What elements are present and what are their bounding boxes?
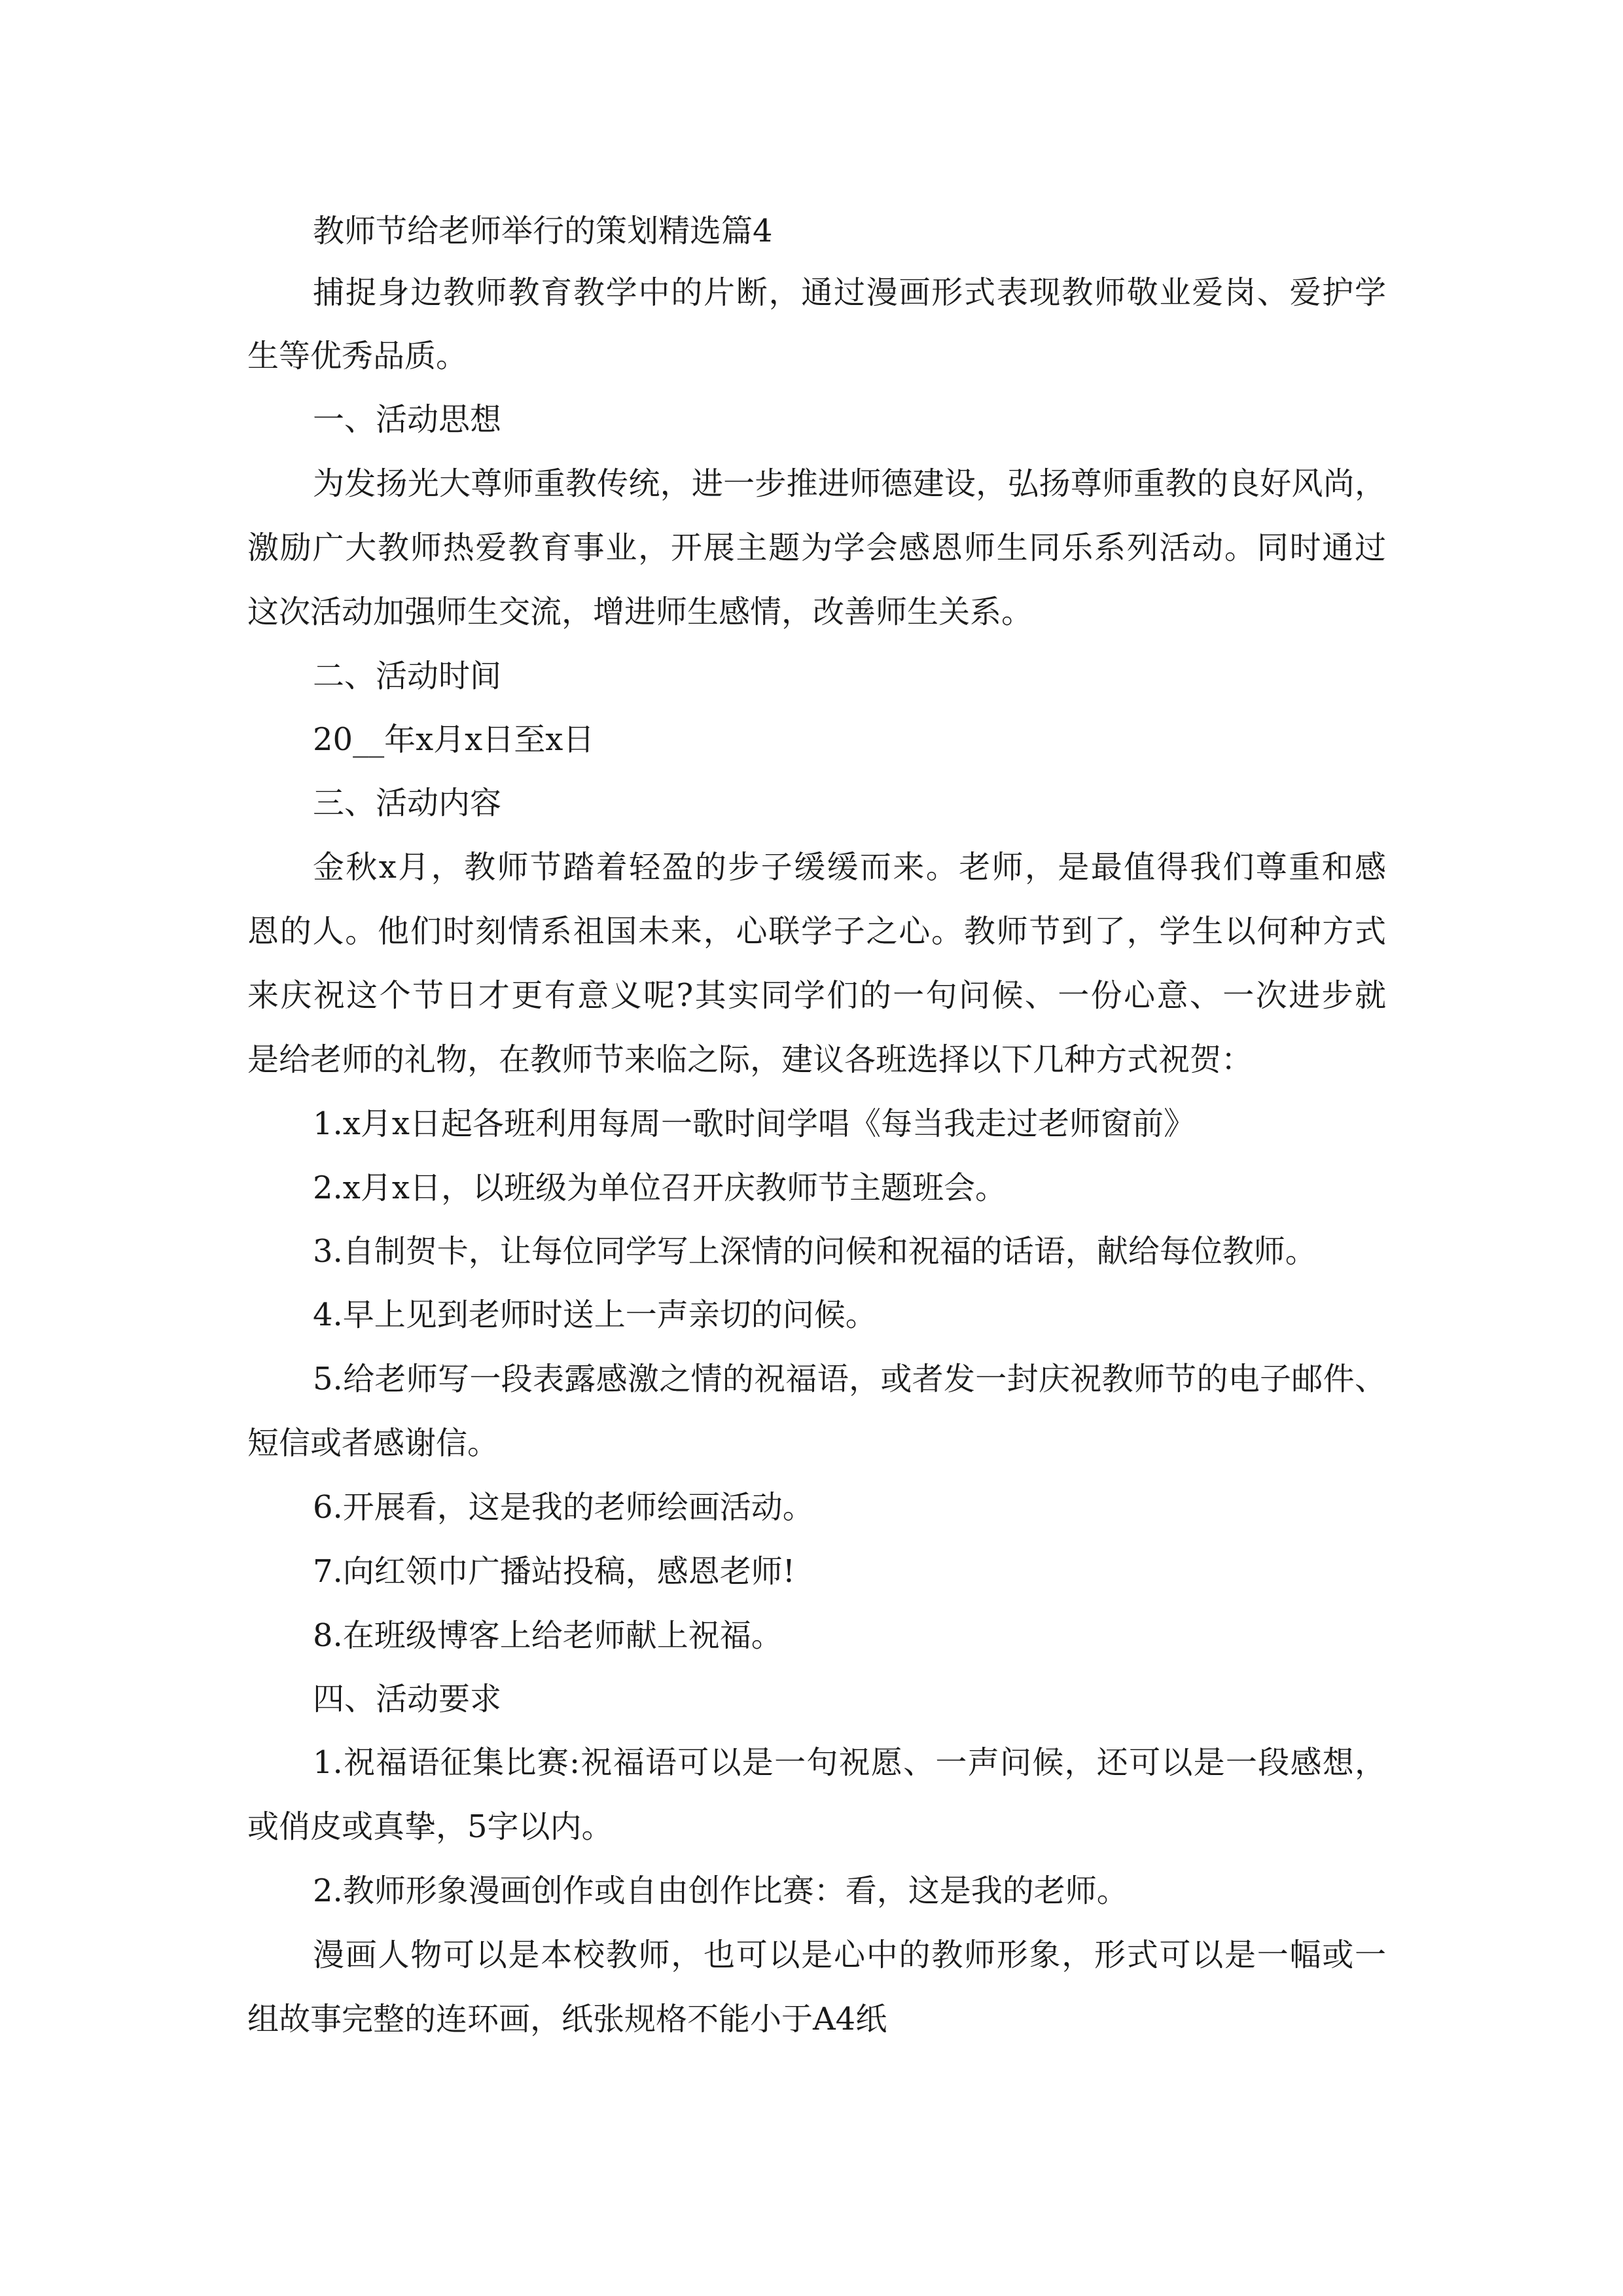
section4-heading: 四、活动要求 [313,1681,502,1717]
section3-line-4: 是给老师的礼物，在教师节来临之际，建议各班选择以下几种方式祝贺： [247,1041,1253,1078]
section2-date: 20__年x月x日至x日 [313,721,595,758]
intro-line-2: 生等优秀品质。 [247,338,468,374]
section4-item-1-cont: 或俏皮或真挚，5字以内。 [247,1808,613,1845]
section3-item-7: 7.向红领巾广播站投稿，感恩老师! [313,1553,796,1590]
section3-item-8: 8.在班级博客上给老师献上祝福。 [313,1617,783,1654]
section1-line-1: 为发扬光大尊师重教传统，进一步推进师德建设，弘扬尊师重教的良好风尚， [313,465,1386,502]
section4-item-2-line-2: 组故事完整的连环画，纸张规格不能小于A4纸 [247,2001,887,2037]
section3-item-4: 4.早上见到老师时送上一声亲切的问候。 [313,1297,877,1333]
section3-item-1: 1.x月x日起各班利用每周一歌时间学唱《每当我走过老师窗前》 [313,1105,1195,1142]
section3-item-5-cont: 短信或者感谢信。 [247,1425,499,1462]
section4-item-2-line-1: 漫画人物可以是本校教师，也可以是心中的教师形象，形式可以是一幅或一 [313,1937,1386,1973]
intro-line-1: 捕捉身边教师教育教学中的片断，通过漫画形式表现教师敬业爱岗、爱护学 [313,274,1386,311]
section1-line-3: 这次活动加强师生交流，增进师生感情，改善师生关系。 [247,594,1033,630]
section2-heading: 二、活动时间 [313,658,502,694]
section3-item-6: 6.开展看，这是我的老师绘画活动。 [313,1489,814,1526]
section1-line-2: 激励广大教师热爱教育事业，开展主题为学会感恩师生同乐系列活动。同时通过 [247,529,1386,566]
section3-item-3: 3.自制贺卡，让每位同学写上深情的问候和祝福的话语，献给每位教师。 [313,1233,1317,1270]
section4-item-1: 1.祝福语征集比赛:祝福语可以是一句祝愿、一声问候，还可以是一段感想， [313,1744,1386,1781]
document-title: 教师节给老师举行的策划精选篇4 [313,213,773,249]
section1-heading: 一、活动思想 [313,401,502,438]
section3-line-2: 恩的人。他们时刻情系祖国未来，心联学子之心。教师节到了，学生以何种方式 [247,913,1386,950]
section3-line-3: 来庆祝这个节日才更有意义呢?其实同学们的一句问候、一份心意、一次进步就 [247,977,1386,1014]
section4-item-2: 2.教师形象漫画创作或自由创作比赛：看，这是我的老师。 [313,1873,1128,1909]
section3-line-1: 金秋x月，教师节踏着轻盈的步子缓缓而来。老师，是最值得我们尊重和感 [313,849,1386,886]
section3-item-2: 2.x月x日，以班级为单位召开庆教师节主题班会。 [313,1170,1007,1206]
section3-heading: 三、活动内容 [313,785,502,821]
section3-item-5: 5.给老师写一段表露感激之情的祝福语，或者发一封庆祝教师节的电子邮件、 [313,1361,1386,1397]
